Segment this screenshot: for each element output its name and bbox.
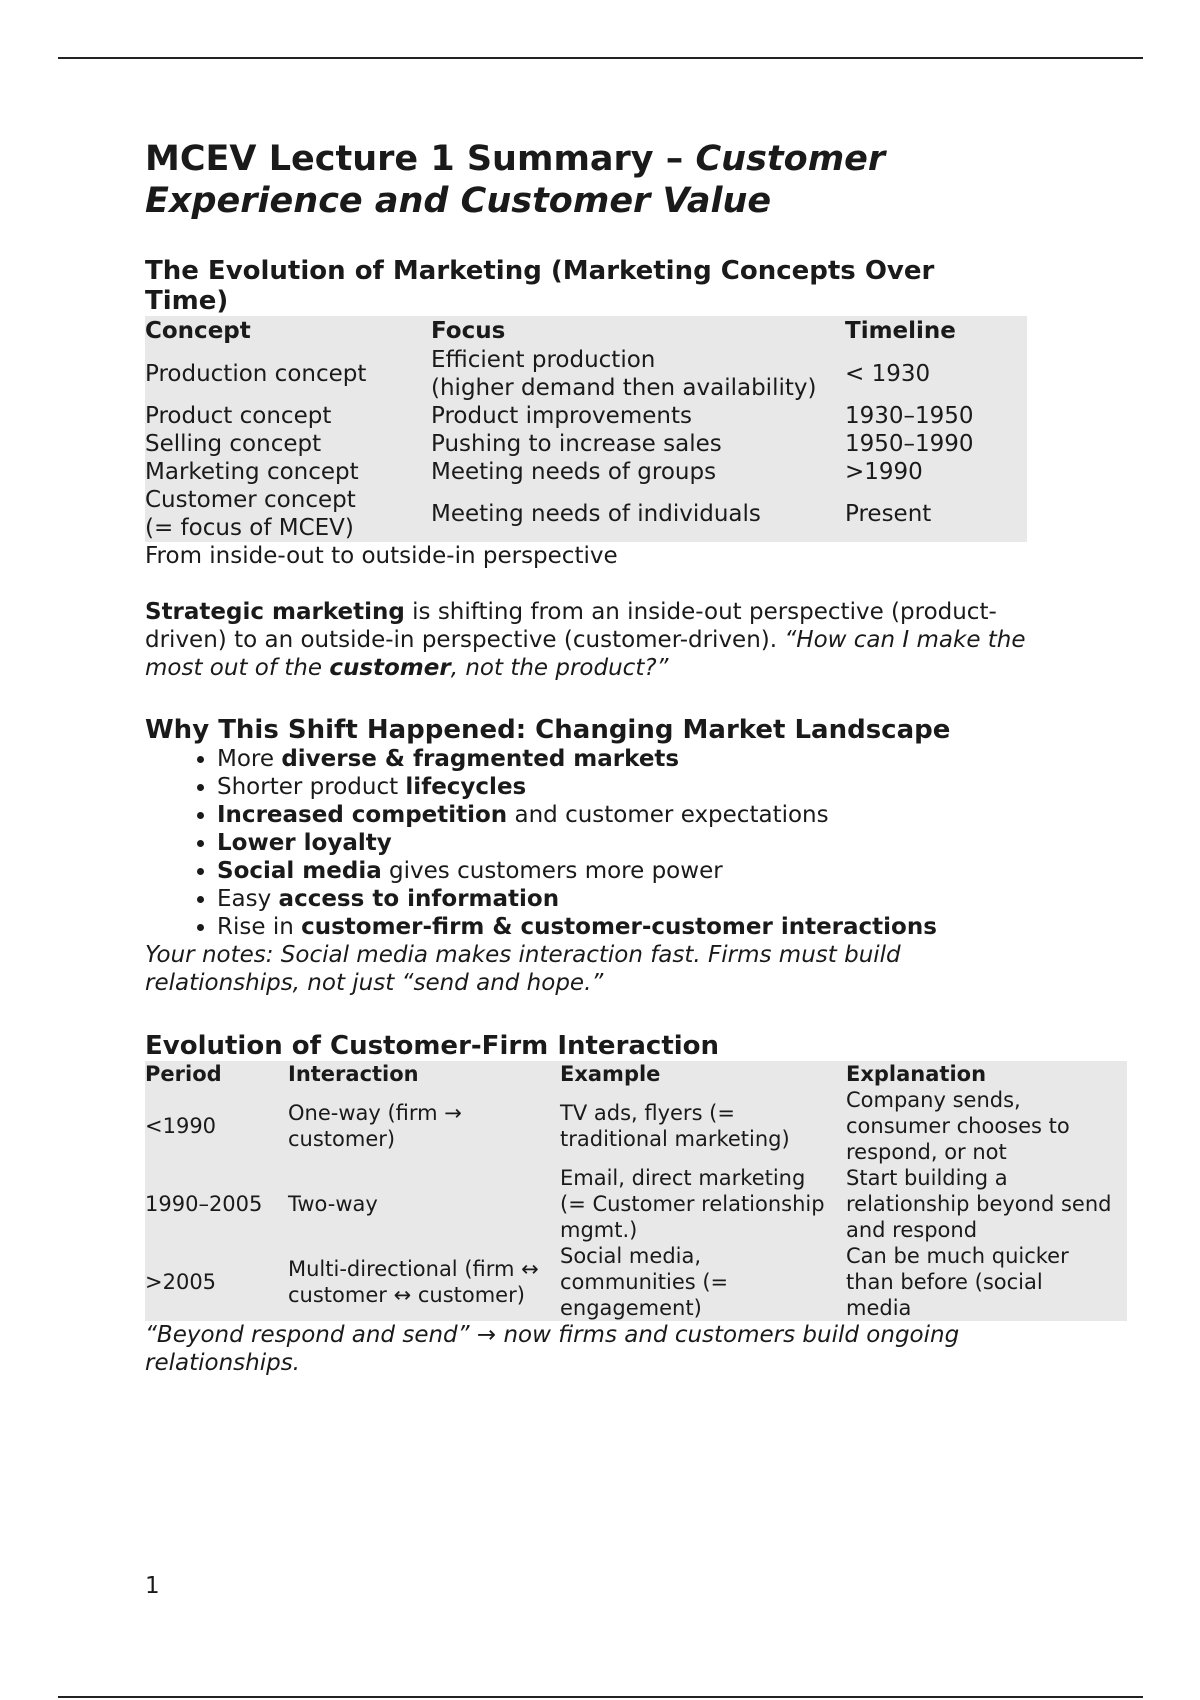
table-header-row [145,1061,1127,1087]
cell-line: Efficient production [431,347,656,373]
focus-cell [431,430,845,458]
market-landscape-list [145,745,1155,941]
table-row [145,1165,1127,1243]
timeline-cell: Present [845,501,932,527]
cell-line: Product concept [145,403,332,429]
cell-line: Multi-directional (firm ↔ [288,1257,539,1281]
bold-lead: Strategic marketing [145,599,405,625]
example-cell [560,1165,846,1243]
column-header-interaction: Interaction [288,1062,419,1086]
quote-bold: customer [329,655,451,681]
table-row [145,1087,1127,1165]
item-text: and customer expectations [507,802,829,828]
item-text: Rise in [217,914,302,940]
cell-line: Customer concept [145,487,356,513]
item-bold: customer-firm & customer-customer interactions [301,914,937,940]
focus-cell [431,486,845,542]
concept-cell [145,346,431,402]
table-row [145,486,1027,542]
item-bold: diverse & fragmented markets [281,746,680,772]
cell-line: Social media, [560,1244,702,1268]
item-bold: Social media [217,858,382,884]
strategic-marketing-paragraph [145,598,1045,682]
cell-line: Production concept [145,361,367,387]
explanation-cell [846,1243,1127,1321]
table-row [145,430,1027,458]
interaction-cell [288,1243,560,1321]
focus-cell [431,346,845,402]
list-item [217,885,1155,913]
list-item [217,773,1155,801]
concept-cell [145,402,431,430]
item-text: gives customers more power [381,858,723,884]
cell-line: engagement) [560,1296,702,1320]
list-item [217,913,1155,941]
item-bold: Lower loyalty [217,830,392,856]
cell-line: Meeting needs of groups [431,459,717,485]
table-caption: From inside-out to outside-in perspective [145,543,618,569]
cell-line: relationship beyond send [846,1192,1112,1216]
title-regular: MCEV Lecture 1 Summary – [145,139,696,179]
cell-line: Two-way [288,1192,378,1216]
table-row [145,346,1027,402]
cell-line: customer) [288,1127,396,1151]
example-cell [560,1243,846,1321]
cell-line: Meeting needs of individuals [431,501,761,527]
footer-rule [58,1696,1143,1698]
list-item [217,801,1155,829]
explanation-cell [846,1165,1127,1243]
item-bold: Increased competition [217,802,508,828]
focus-cell [431,402,845,430]
header-rule [58,57,1143,59]
table-row [145,458,1027,486]
cell-line: One-way (firm → [288,1101,462,1125]
cell-line: than before (social [846,1270,1043,1294]
cell-line: consumer chooses to [846,1114,1070,1138]
item-bold: lifecycles [405,774,527,800]
document-body [145,138,1155,1377]
column-header-example: Example [560,1062,661,1086]
period-cell: 1990–2005 [145,1192,263,1216]
cell-line: mgmt.) [560,1218,638,1242]
cell-line: Email, direct marketing [560,1166,806,1190]
quote-post: , not the product?” [450,655,669,681]
list-item [217,829,1155,857]
focus-cell [431,458,845,486]
section-heading-why-shift: Why This Shift Happened: Changing Market Landscape [145,715,951,745]
cell-line: Start building a [846,1166,1008,1190]
cell-line: Marketing concept [145,459,359,485]
cell-line: and respond [846,1218,978,1242]
cell-line: respond, or not [846,1140,1007,1164]
cell-line: customer ↔ customer) [288,1283,525,1307]
cell-line: Product improvements [431,403,692,429]
timeline-cell: >1990 [845,459,923,485]
cell-line: Can be much quicker [846,1244,1069,1268]
cell-line: Selling concept [145,431,322,457]
paragraph-text: is shifting from an inside-out perspective (product-driven) to an outside-in perspective (customer-driven). [145,599,997,653]
cell-line: TV ads, flyers (= [560,1101,735,1125]
item-text: Easy [217,886,279,912]
cell-line: Company sends, [846,1088,1021,1112]
quote-pre: “How can I make the most out of the [145,627,1026,681]
table-row [145,402,1027,430]
section-heading-evolution-of-marketing: The Evolution of Marketing (Marketing Concepts Over Time) [145,256,935,316]
item-text: Shorter product [217,774,406,800]
interaction-cell [288,1165,560,1243]
list-item [217,745,1155,773]
period-cell: <1990 [145,1114,217,1138]
column-header-timeline: Timeline [845,318,956,344]
concept-cell [145,486,431,542]
cell-line: traditional marketing) [560,1127,790,1151]
timeline-cell: < 1930 [845,361,931,387]
example-cell [560,1087,846,1165]
list-item [217,857,1155,885]
item-bold: access to information [278,886,560,912]
page-title [145,138,965,222]
cell-line: communities (= [560,1270,729,1294]
cell-line: Pushing to increase sales [431,431,722,457]
table-row [145,1243,1127,1321]
column-header-focus: Focus [431,318,506,344]
explanation-cell [846,1087,1127,1165]
marketing-concepts-table [145,316,1027,542]
concept-cell [145,430,431,458]
section-heading-customer-firm-interaction: Evolution of Customer-Firm Interaction [145,1031,720,1061]
timeline-cell: 1930–1950 [845,403,974,429]
cell-line: (= Customer relationship [560,1192,825,1216]
interaction-cell [288,1087,560,1165]
cell-line: (higher demand then availability) [431,375,817,401]
timeline-cell: 1950–1990 [845,431,974,457]
table-header-row [145,316,1027,346]
column-header-explanation: Explanation [846,1062,987,1086]
interaction-caption: “Beyond respond and send” → now firms and customers build ongoing relationships. [145,1322,960,1376]
concept-cell [145,458,431,486]
period-cell: >2005 [145,1270,217,1294]
title-italic: Customer Experience and Customer Value [145,139,886,221]
column-header-period: Period [145,1062,222,1086]
interaction-evolution-table [145,1061,1127,1321]
cell-line: media [846,1296,912,1320]
page-number: 1 [145,1573,160,1599]
column-header-concept: Concept [145,318,251,344]
notes-paragraph: Your notes: Social media makes interaction fast. Firms must build relationships, not just “send and hope.” [145,942,901,996]
item-text: More [217,746,282,772]
cell-line: (= focus of MCEV) [145,515,354,541]
